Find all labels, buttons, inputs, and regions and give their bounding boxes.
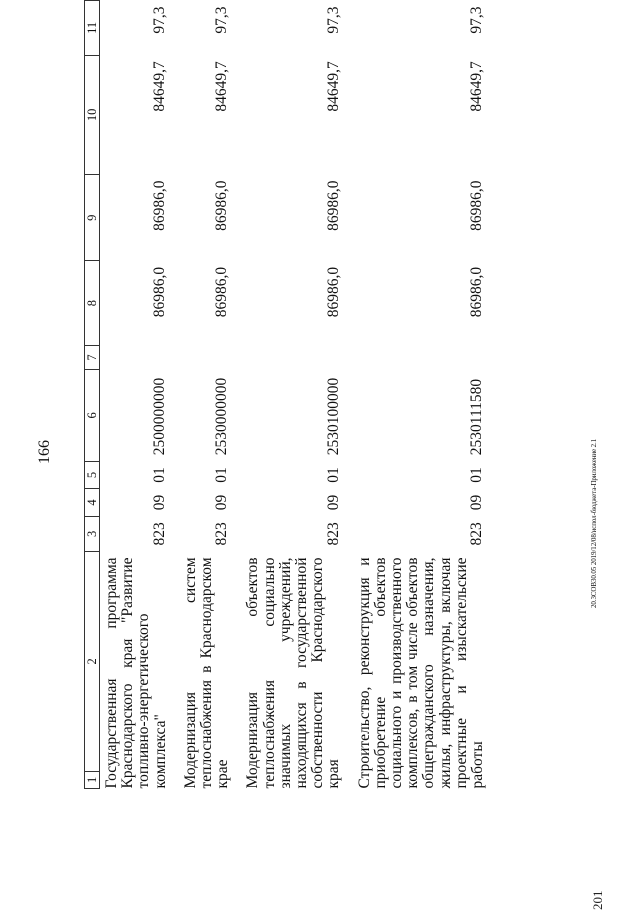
target-code: 2530111580	[353, 370, 497, 462]
value-col8: 86986,0	[241, 261, 352, 346]
subsection-code: 01	[179, 461, 242, 489]
table-row	[100, 1, 179, 789]
header-cell: 10	[85, 55, 100, 174]
section-code: 09	[179, 489, 242, 517]
row-name: Строительство, реконструкция и приобретение объектов социального и производственного комплексов, в том числе объектов общегражданского назначения, жилья, инфраструктуры, включая проектные и изыскательские работы	[353, 551, 497, 788]
footer-file-path: 20.3СОВ30.05 2019/12/08/испол-бюджета-Приложение 2.1	[590, 439, 598, 608]
value-col11: 97,3	[179, 1, 242, 56]
table-row	[353, 1, 497, 789]
header-cell: 9	[85, 175, 100, 261]
expense-type	[353, 345, 497, 369]
ved-code: 823	[100, 516, 179, 551]
ved-code: 823	[241, 516, 352, 551]
value-col11: 97,3	[241, 1, 352, 56]
row-name: Модернизация объектов теплоснабжения социально значимых учреждений, находящихся в государственной собственности Краснодарского края	[241, 551, 352, 788]
value-col8: 86986,0	[353, 261, 497, 346]
value-col10: 84649,7	[100, 55, 179, 174]
page-number: 166	[36, 430, 54, 474]
value-col9: 86986,0	[179, 175, 242, 261]
header-row	[85, 1, 100, 789]
value-col9: 86986,0	[241, 175, 352, 261]
subsection-code: 01	[241, 461, 352, 489]
header-cell: 11	[85, 1, 100, 56]
table-row	[241, 1, 352, 789]
subsection-code: 01	[100, 461, 179, 489]
ved-code: 823	[353, 516, 497, 551]
value-col9: 86986,0	[100, 175, 179, 261]
header-cell: 5	[85, 461, 100, 489]
header-cell: 2	[85, 551, 100, 771]
subsection-code: 01	[353, 461, 497, 489]
value-col10: 84649,7	[241, 55, 352, 174]
expense-type	[179, 345, 242, 369]
value-col9: 86986,0	[353, 175, 497, 261]
value-col11: 97,3	[353, 1, 497, 56]
section-code: 09	[353, 489, 497, 517]
value-col10: 84649,7	[353, 55, 497, 174]
header-cell: 6	[85, 370, 100, 462]
header-cell: 8	[85, 261, 100, 346]
expense-type	[100, 345, 179, 369]
section-code: 09	[241, 489, 352, 517]
value-col8: 86986,0	[100, 261, 179, 346]
value-col10: 84649,7	[179, 55, 242, 174]
row-name: Модернизация систем теплоснабжения в Краснодарском крае	[179, 551, 242, 788]
header-cell: 4	[85, 489, 100, 517]
target-code: 2530100000	[241, 370, 352, 462]
target-code: 2530000000	[179, 370, 242, 462]
value-col8: 86986,0	[179, 261, 242, 346]
header-cell: 7	[85, 345, 100, 369]
value-col11: 97,3	[100, 1, 179, 56]
table-row	[179, 1, 242, 789]
header-cell: 1	[85, 771, 100, 788]
row-name: Государственная программа Краснодарского края "Развитие топливно-энергетического комплекса"	[100, 551, 179, 788]
header-cell: 3	[85, 516, 100, 551]
corner-page-number: 201	[590, 891, 606, 910]
ved-code: 823	[179, 516, 242, 551]
section-code: 09	[100, 489, 179, 517]
expense-type	[241, 345, 352, 369]
target-code: 2500000000	[100, 370, 179, 462]
budget-table	[84, 0, 496, 789]
